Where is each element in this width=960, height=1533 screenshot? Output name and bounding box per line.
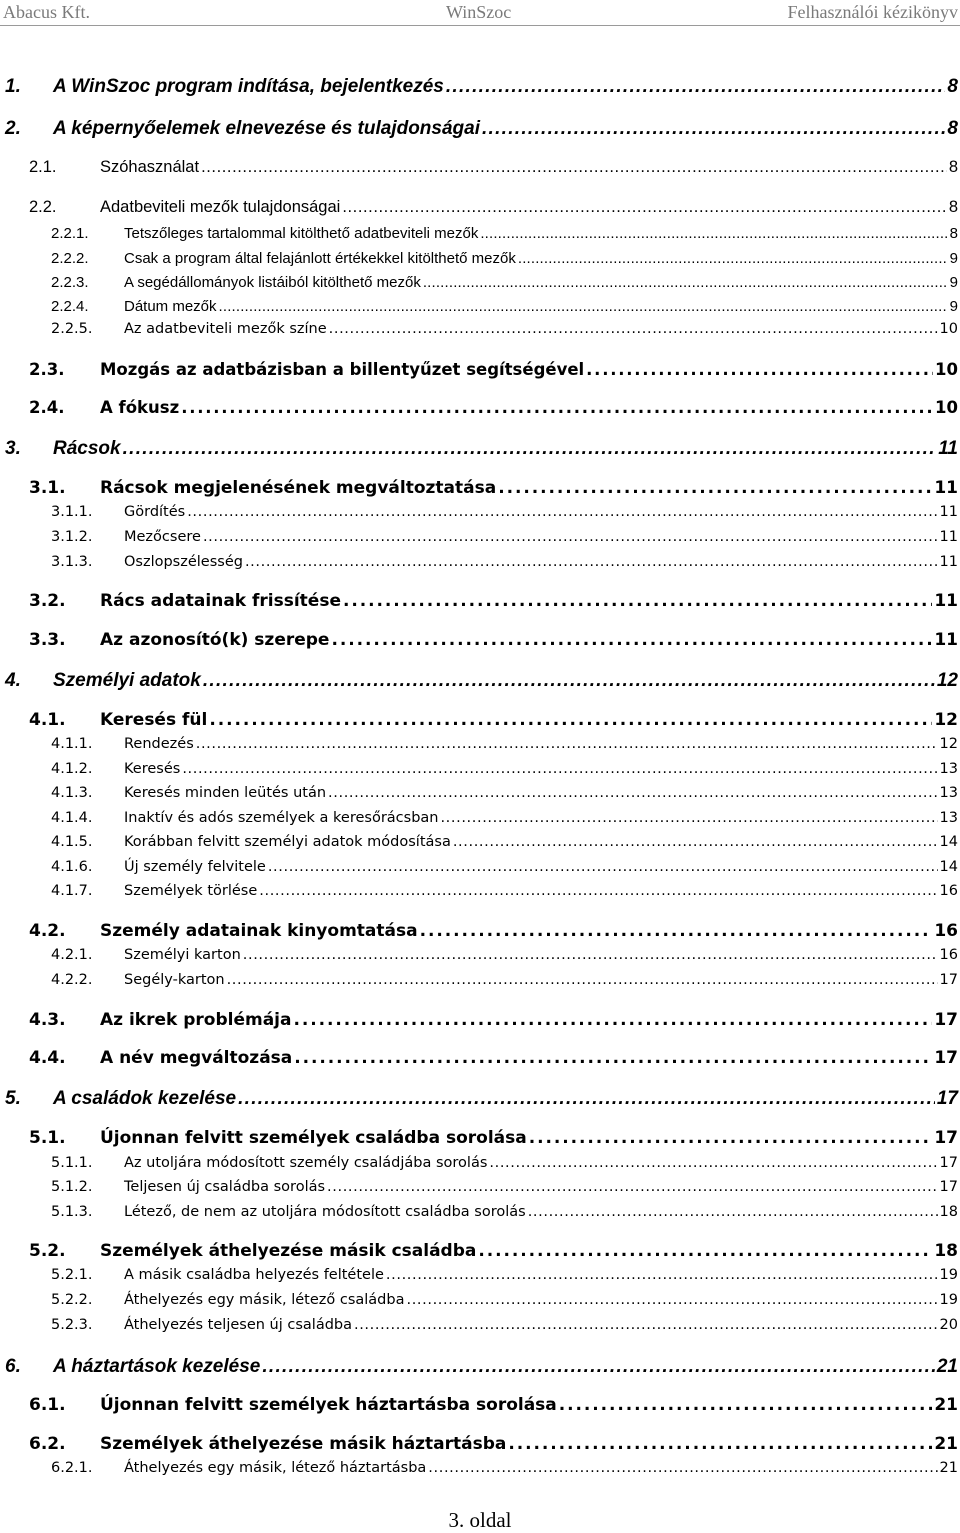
toc-entry-number: 2.4. [29, 398, 65, 417]
toc-dot-leader [182, 761, 937, 777]
toc-entry[interactable] [5, 76, 958, 98]
toc-dot-leader [478, 1241, 932, 1261]
toc-entry-number: 2.2.3. [51, 274, 89, 291]
toc-entry[interactable] [51, 1204, 958, 1220]
toc-entry-number: 4.2.1. [51, 947, 93, 963]
toc-entry[interactable] [29, 630, 958, 650]
toc-dot-leader [262, 1356, 935, 1378]
toc-entry[interactable] [51, 1460, 958, 1476]
toc-entry-number: 4.1.5. [51, 834, 93, 850]
toc-entry-page: 16 [939, 947, 958, 963]
toc-entry-number: 5.1.2. [51, 1179, 93, 1195]
toc-entry-title: Szóhasználat [100, 158, 200, 176]
toc-dot-leader [559, 1395, 933, 1415]
toc-entry-title: Létező, de nem az utoljára módosított családba sorolás [124, 1204, 526, 1220]
toc-entry[interactable] [29, 360, 958, 379]
toc-entry-page: 8 [948, 198, 958, 216]
toc-dot-leader [219, 298, 948, 315]
toc-dot-leader [420, 921, 933, 941]
toc-entry-page: 10 [935, 398, 958, 417]
toc-entry-title: Keresés fül [100, 710, 208, 730]
toc-entry[interactable] [29, 1048, 958, 1068]
toc-entry-title: Rács adatainak frissítése [100, 591, 341, 611]
toc-dot-leader [196, 736, 938, 752]
toc-entry-number: 4.1.3. [51, 785, 93, 801]
toc-dot-leader [203, 529, 938, 545]
toc-entry-page: 17 [939, 1179, 958, 1195]
toc-entry[interactable] [5, 1356, 958, 1378]
toc-entry-title: Újonnan felvitt személyek háztartásba sorolása [100, 1395, 557, 1415]
toc-entry[interactable] [51, 1317, 958, 1333]
toc-dot-leader [406, 1292, 937, 1308]
toc-dot-leader [528, 1204, 938, 1220]
toc-entry-title: A családok kezelése [53, 1088, 237, 1109]
toc-entry-title: A képernyőelemek elnevezése és tulajdonságai [53, 118, 480, 139]
toc-entry-number: 2.2. [29, 198, 57, 216]
toc-dot-leader [209, 710, 932, 730]
toc-entry-number: 5. [5, 1088, 21, 1109]
toc-entry-number: 4. [5, 670, 21, 691]
toc-entry[interactable] [29, 398, 958, 417]
toc-entry-title: Újonnan felvitt személyek családba sorolása [100, 1128, 527, 1148]
toc-entry-number: 1. [5, 76, 21, 97]
toc-entry-page: 17 [934, 1128, 958, 1148]
toc-entry[interactable] [29, 921, 958, 941]
toc-entry-title: Mozgás az adatbázisban a billentyűzet segítségével [100, 360, 585, 379]
toc-dot-leader [293, 1010, 932, 1030]
toc-entry-page: 12 [936, 670, 958, 691]
toc-entry-title: Személyek áthelyezése másik családba [100, 1241, 477, 1261]
toc-entry-title: Adatbeviteli mezők tulajdonságai [100, 198, 341, 216]
toc-dot-leader [440, 810, 937, 826]
header-doc-title: Felhasználói kézikönyv [787, 2, 958, 22]
toc-entry-page: 10 [939, 321, 958, 337]
toc-entry-title: Oszlopszélesség [124, 554, 243, 570]
toc-dot-leader [453, 834, 938, 850]
toc-entry[interactable] [51, 1179, 958, 1195]
toc-entry-number: 4.3. [29, 1010, 66, 1030]
toc-entry[interactable] [29, 478, 958, 498]
toc-dot-leader [187, 504, 937, 520]
header-divider [0, 25, 960, 26]
toc-dot-leader [446, 76, 946, 98]
toc-entry-title: Dátum mezők [124, 298, 217, 315]
toc-entry[interactable] [5, 1088, 958, 1110]
toc-entry[interactable] [51, 225, 958, 242]
toc-entry-page: 11 [939, 504, 958, 520]
toc-entry[interactable] [51, 761, 958, 777]
toc-entry[interactable] [29, 710, 958, 730]
toc-entry-title: Személyi karton [124, 947, 241, 963]
toc-entry-number: 5.2.1. [51, 1267, 93, 1283]
toc-entry[interactable] [51, 250, 958, 267]
toc-entry-number: 5.1.1. [51, 1155, 93, 1171]
toc-entry-number: 3.1. [29, 478, 66, 498]
toc-entry[interactable] [29, 158, 958, 177]
toc-entry-title: Tetszőleges tartalommal kitölthető adatbeviteli mezők [124, 225, 479, 242]
toc-entry[interactable] [51, 859, 958, 875]
toc-entry-title: Áthelyezés egy másik, létező családba [124, 1292, 405, 1308]
toc-entry-number: 5.1. [29, 1128, 66, 1148]
toc-entry-number: 3.1.1. [51, 504, 93, 520]
toc-entry-number: 6.1. [29, 1395, 66, 1415]
toc-entry-page: 17 [939, 972, 958, 988]
page-header [0, 0, 960, 22]
toc-entry-number: 2.3. [29, 360, 65, 379]
toc-entry[interactable] [29, 1395, 958, 1415]
toc-entry-page: 11 [939, 529, 958, 545]
toc-entry[interactable] [51, 554, 958, 570]
toc-entry-number: 2.1. [29, 158, 57, 176]
toc-entry-number: 4.1.7. [51, 883, 93, 899]
header-company: Abacus Kft. [3, 2, 90, 22]
toc-entry-page: 18 [939, 1204, 958, 1220]
toc-entry-title: Keresés minden leütés után [124, 785, 327, 801]
toc-entry-number: 4.1.4. [51, 810, 93, 826]
toc-entry-title: Személy adatainak kinyomtatása [100, 921, 418, 941]
toc-dot-leader [428, 1460, 937, 1476]
toc-entry-page: 19 [939, 1267, 958, 1283]
toc-entry[interactable] [5, 118, 958, 140]
toc-entry-page: 20 [939, 1317, 958, 1333]
toc-entry-page: 17 [934, 1048, 958, 1068]
toc-entry-number: 5.2.2. [51, 1292, 93, 1308]
toc-entry-title: Az azonosító(k) szerepe [100, 630, 330, 650]
toc-entry-title: Korábban felvitt személyi adatok módosítása [124, 834, 451, 850]
toc-entry[interactable] [5, 670, 958, 692]
toc-entry-page: 8 [947, 118, 958, 139]
toc-entry-number: 4.1.2. [51, 761, 93, 777]
toc-dot-leader [243, 947, 938, 963]
toc-entry[interactable] [29, 591, 958, 611]
toc-entry[interactable] [51, 504, 958, 520]
toc-entry-number: 6. [5, 1356, 21, 1377]
toc-entry-number: 5.2.3. [51, 1317, 93, 1333]
toc-dot-leader [181, 398, 933, 417]
toc-entry-number: 5.2. [29, 1241, 66, 1261]
toc-entry-page: 13 [939, 785, 958, 801]
toc-entry-page: 21 [934, 1395, 958, 1415]
toc-dot-leader [586, 360, 933, 379]
toc-entry-page: 8 [948, 158, 958, 176]
toc-entry-page: 11 [934, 591, 958, 611]
toc-entry-title: Személyi adatok [53, 670, 201, 691]
toc-entry[interactable] [29, 1128, 958, 1148]
toc-entry-title: Áthelyezés teljesen új családba [124, 1317, 352, 1333]
toc-entry-page: 11 [939, 554, 958, 570]
toc-entry-title: A másik családba helyezés feltétele [124, 1267, 384, 1283]
toc-entry-title: A fókusz [100, 398, 180, 417]
toc-entry-title: Keresés [124, 761, 181, 777]
toc-entry-page: 21 [939, 1460, 958, 1476]
toc-entry-number: 3. [5, 438, 21, 459]
toc-entry-number: 3.1.3. [51, 554, 93, 570]
toc-entry-page: 17 [934, 1010, 958, 1030]
toc-entry-title: Az adatbeviteli mezők színe [124, 321, 327, 337]
toc-dot-leader [386, 1267, 938, 1283]
toc-entry[interactable] [51, 947, 958, 963]
toc-entry-title: Személyek törlése [124, 883, 258, 899]
toc-dot-leader [238, 1088, 935, 1110]
toc-entry-page: 10 [935, 360, 958, 379]
toc-entry-page: 16 [939, 883, 958, 899]
toc-entry-page: 9 [949, 274, 958, 291]
toc-entry-page: 18 [934, 1241, 958, 1261]
toc-entry-page: 17 [939, 1155, 958, 1171]
toc-entry[interactable] [51, 529, 958, 545]
toc-entry-number: 3.3. [29, 630, 66, 650]
toc-entry-title: Áthelyezés egy másik, létező háztartásba [124, 1460, 427, 1476]
toc-entry-page: 13 [939, 810, 958, 826]
toc-entry-page: 12 [939, 736, 958, 752]
toc-entry-title: Rácsok [53, 438, 121, 459]
toc-entry-number: 4.1.6. [51, 859, 93, 875]
toc-entry[interactable] [51, 972, 958, 988]
toc-entry-title: A segédállományok listáiból kitölthető mezők [124, 274, 421, 291]
toc-entry-page: 12 [934, 710, 958, 730]
toc-entry-title: Segély-karton [124, 972, 225, 988]
toc-entry-page: 13 [939, 761, 958, 777]
toc-dot-leader [203, 670, 935, 692]
toc-entry-title: Az ikrek problémája [100, 1010, 292, 1030]
toc-entry-title: A WinSzoc program indítása, bejelentkezés [53, 76, 444, 97]
toc-entry-page: 16 [934, 921, 958, 941]
toc-entry-number: 4.4. [29, 1048, 66, 1068]
toc-entry-page: 14 [939, 834, 958, 850]
toc-entry[interactable] [29, 198, 958, 217]
toc-entry-title: Új személy felvitele [124, 859, 266, 875]
toc-entry-title: Inaktív és adós személyek a keresőrácsban [124, 810, 439, 826]
toc-dot-leader [482, 118, 945, 140]
toc-entry-page: 21 [934, 1434, 958, 1454]
toc-entry-number: 4.2. [29, 921, 66, 941]
toc-entry-number: 2.2.2. [51, 250, 89, 267]
toc-dot-leader [259, 883, 937, 899]
page-number: 3. oldal [448, 1508, 512, 1532]
toc-dot-leader [245, 554, 938, 570]
toc-entry-number: 4.1.1. [51, 736, 93, 752]
toc-entry-page: 14 [939, 859, 958, 875]
toc-entry-title: Személyek áthelyezése másik háztartásba [100, 1434, 507, 1454]
toc-entry-title: Teljesen új családba sorolás [124, 1179, 326, 1195]
toc-entry-page: 9 [949, 298, 958, 315]
toc-entry-page: 8 [947, 76, 958, 97]
toc-entry-title: A háztartások kezelése [53, 1356, 261, 1377]
toc-entry[interactable] [51, 834, 958, 850]
toc-entry-number: 4.1. [29, 710, 66, 730]
toc-entry[interactable] [5, 438, 958, 460]
toc-entry[interactable] [51, 736, 958, 752]
toc-entry-number: 3.2. [29, 591, 66, 611]
toc-entry[interactable] [51, 810, 958, 826]
toc-entry[interactable] [51, 883, 958, 899]
toc-entry-title: Rácsok megjelenésének megváltoztatása [100, 478, 497, 498]
toc-entry[interactable] [51, 1267, 958, 1283]
toc-dot-leader [331, 630, 932, 650]
toc-dot-leader [518, 250, 948, 267]
toc-dot-leader [294, 1048, 932, 1068]
toc-entry-number: 2.2.1. [51, 225, 89, 242]
toc-entry-title: Csak a program által felajánlott értékekkel kitölthető mezők [124, 250, 516, 267]
toc-entry-page: 11 [934, 478, 958, 498]
toc-dot-leader [480, 225, 947, 242]
toc-entry-page: 11 [938, 438, 958, 459]
toc-entry-number: 2.2.4. [51, 298, 89, 315]
toc-entry-title: A név megváltozása [100, 1048, 293, 1068]
toc-entry[interactable] [51, 298, 958, 315]
toc-entry[interactable] [29, 1241, 958, 1261]
toc-dot-leader [498, 478, 932, 498]
toc-entry-title: Mezőcsere [124, 529, 201, 545]
toc-entry[interactable] [51, 274, 958, 291]
toc-entry[interactable] [29, 1010, 958, 1030]
toc-dot-leader [227, 972, 938, 988]
toc-entry-title: Rendezés [124, 736, 194, 752]
toc-entry-number: 5.1.3. [51, 1204, 93, 1220]
toc-dot-leader [268, 859, 938, 875]
toc-entry[interactable] [51, 1292, 958, 1308]
toc-dot-leader [329, 321, 938, 337]
toc-entry[interactable] [51, 1155, 958, 1171]
toc-entry-page: 11 [934, 630, 958, 650]
toc-entry-number: 2. [5, 118, 21, 139]
toc-dot-leader [342, 198, 946, 217]
toc-dot-leader [423, 274, 948, 291]
toc-dot-leader [508, 1434, 932, 1454]
toc-entry-number: 4.2.2. [51, 972, 93, 988]
toc-entry-number: 6.2.1. [51, 1460, 93, 1476]
toc-dot-leader [529, 1128, 933, 1148]
toc-entry-number: 3.1.2. [51, 529, 93, 545]
toc-entry-title: Az utoljára módosított személy családjába sorolás [124, 1155, 488, 1171]
toc-entry-number: 6.2. [29, 1434, 66, 1454]
toc-entry-page: 8 [949, 225, 958, 242]
toc-dot-leader [201, 158, 947, 177]
header-product: WinSzoc [446, 2, 512, 22]
toc-entry[interactable] [51, 321, 958, 337]
toc-entry[interactable] [29, 1434, 958, 1454]
toc-entry-page: 17 [936, 1088, 958, 1109]
toc-entry-title: Gördítés [124, 504, 186, 520]
toc-dot-leader [327, 1179, 938, 1195]
toc-entry-page: 9 [949, 250, 958, 267]
toc-entry-page: 19 [939, 1292, 958, 1308]
toc-entry[interactable] [51, 785, 958, 801]
toc-dot-leader [489, 1155, 937, 1171]
toc-dot-leader [354, 1317, 938, 1333]
toc-entry-page: 21 [936, 1356, 958, 1377]
toc-dot-leader [328, 785, 938, 801]
toc-dot-leader [343, 591, 932, 611]
toc-entry-number: 2.2.5. [51, 321, 93, 337]
toc-dot-leader [123, 438, 937, 460]
